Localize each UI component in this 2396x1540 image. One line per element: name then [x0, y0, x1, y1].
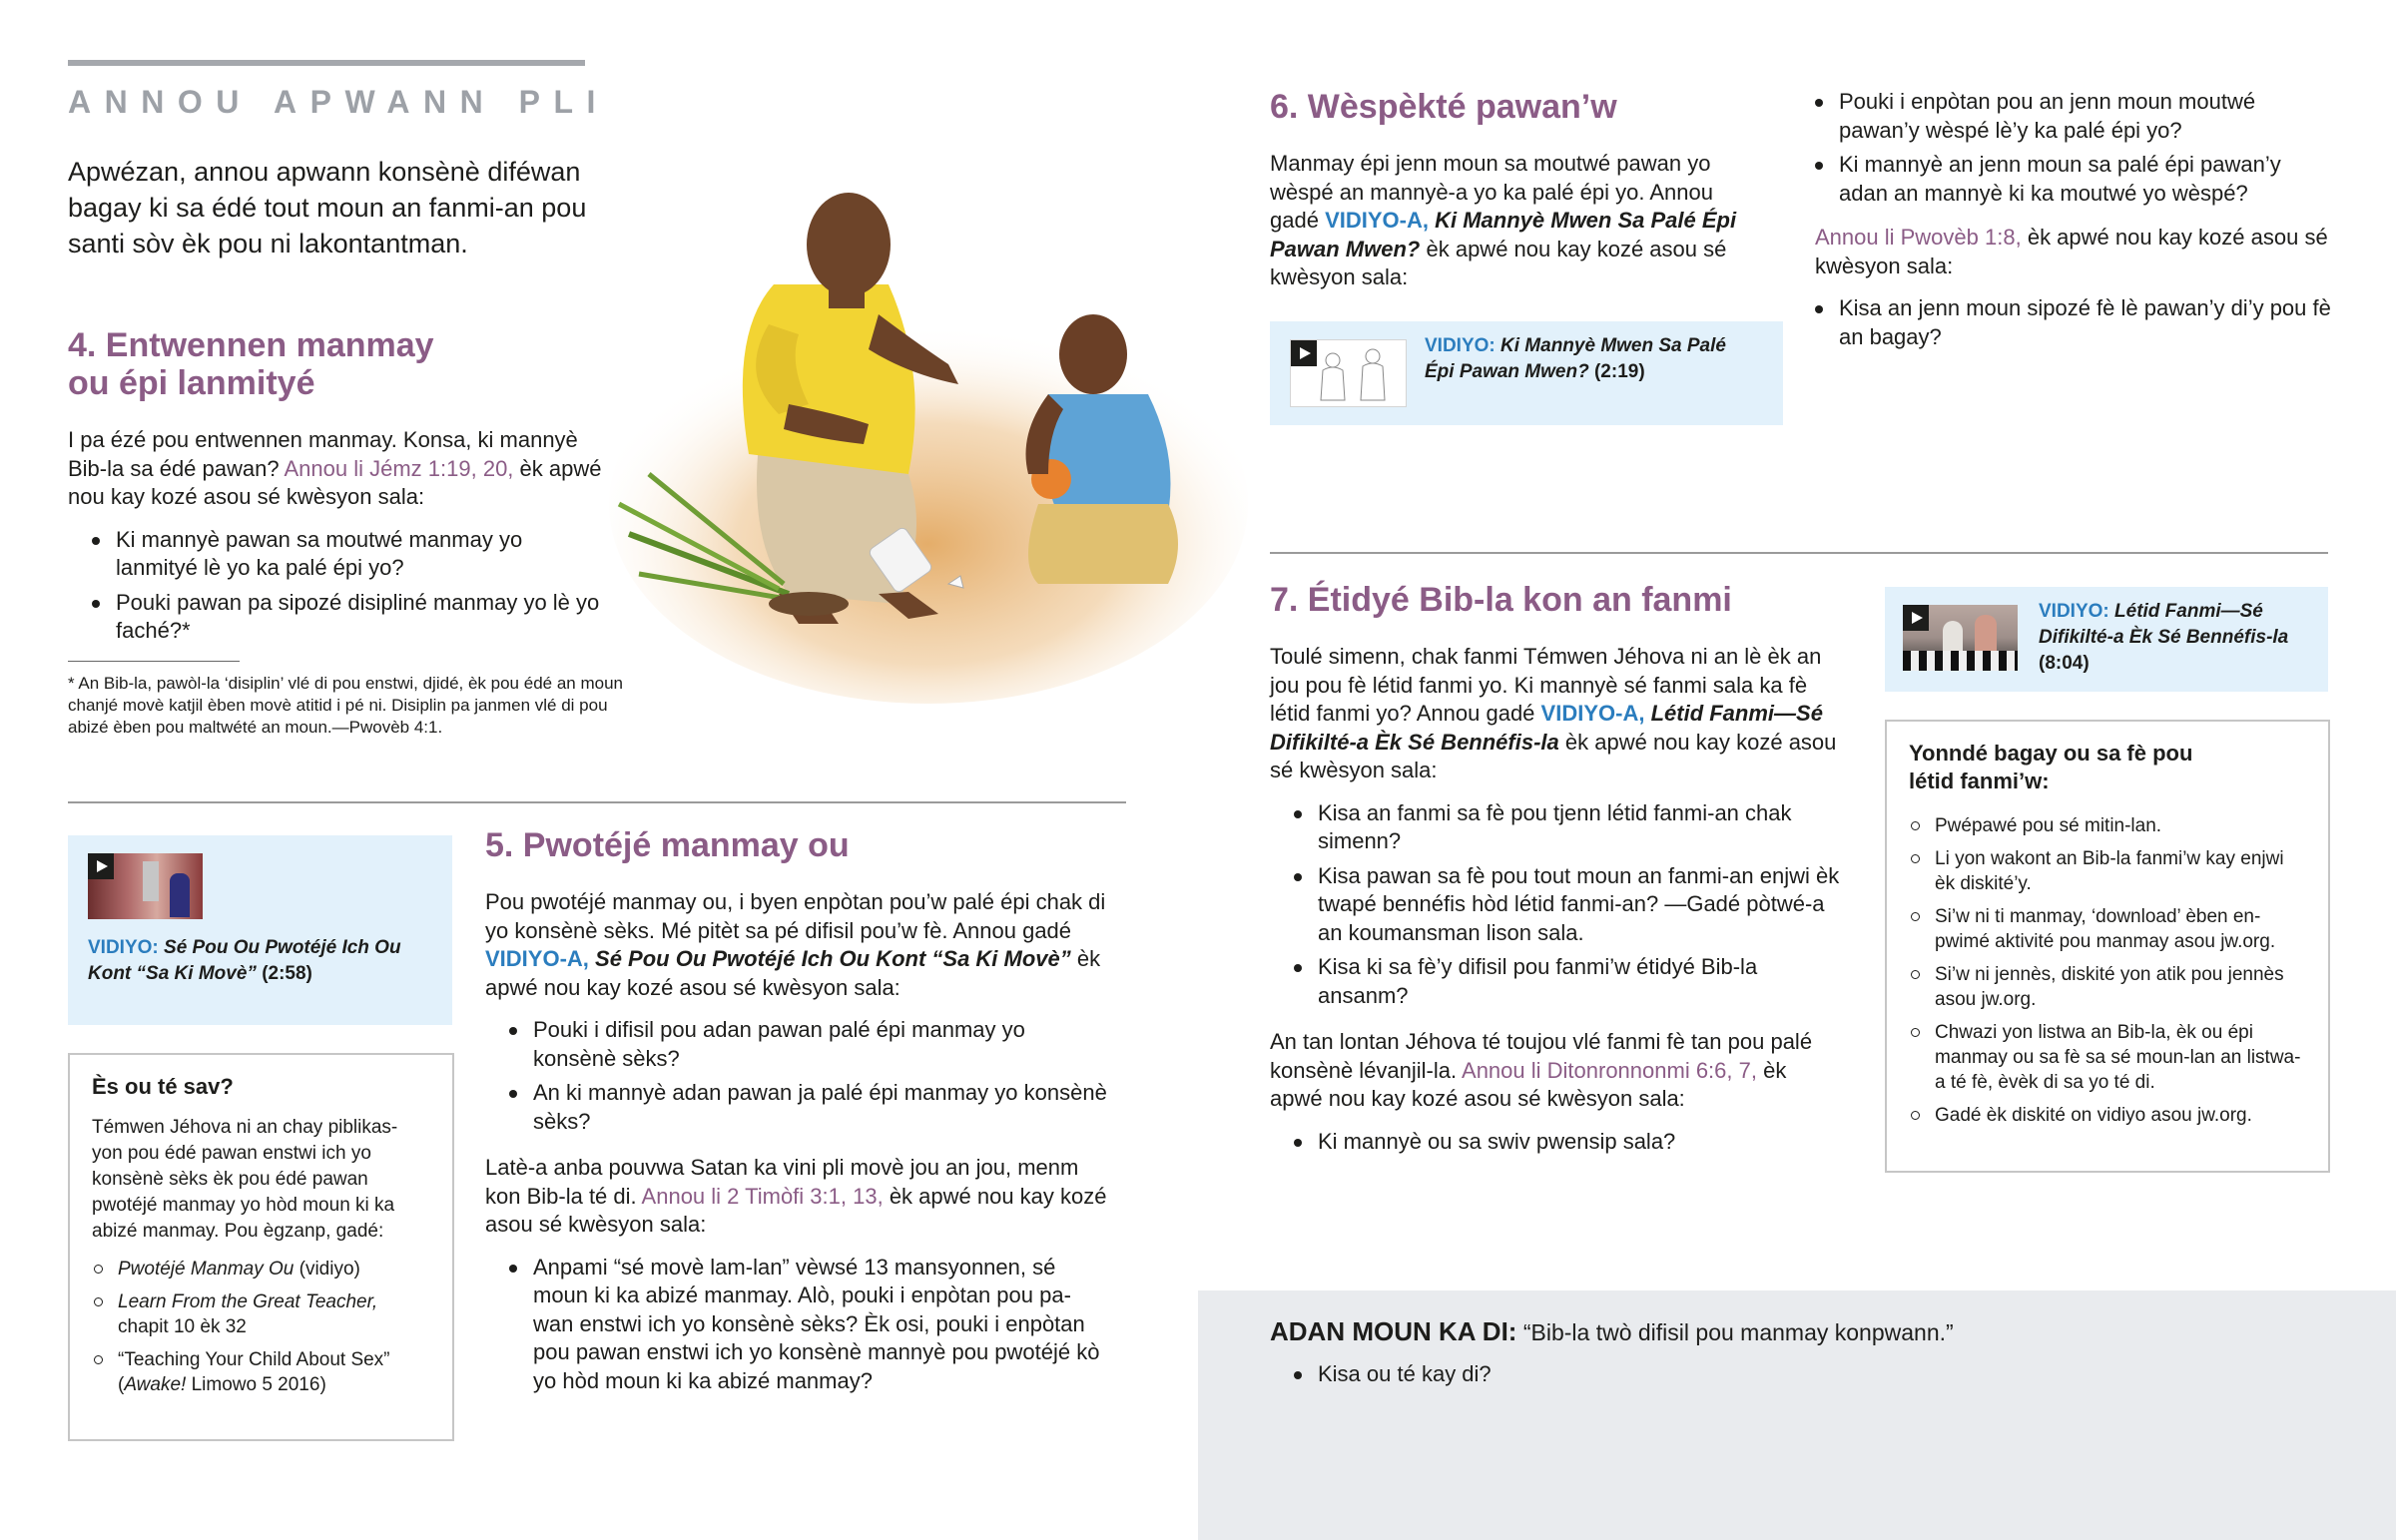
section-6	[1270, 88, 1739, 292]
some-people-say-line: ADAN MOUN KA DI: “Bib-la twò difisil pou manmay konpwann.”	[1270, 1316, 1954, 1346]
play-icon[interactable]	[1291, 340, 1317, 366]
ideas-list	[1909, 813, 2308, 1136]
list-item: Li yon wakont an Bib-la fanmi’w kay enjwi èk diskité’y.	[1909, 846, 2308, 896]
right-divider	[1270, 552, 2328, 554]
family-study-ideas-box	[1885, 720, 2330, 1173]
list-item: Chwazi yon listwa an Bib-la, èk ou épi manmay ou sa fè sa sé moun-lan an listwa-a té fè, èvèk di sa yo té di.	[1909, 1020, 2308, 1095]
scripture-ref-james[interactable]: Annou li Jémz 1:19, 20,	[284, 455, 514, 481]
some-people-say-question	[1270, 1360, 2168, 1395]
video-caption: VIDIYO: Ki Mannyè Mwen Sa Palé Épi Pawan Mwen? (2:19)	[1425, 335, 1726, 382]
list-item: Gadé èk diskité on vidiyo asou jw.org.	[1909, 1103, 2308, 1128]
section-5-questions-2	[485, 1254, 1109, 1396]
list-item: Pouki i enpòtan pou an jenn moun moutwé pawan’y wèspé lè’y ka palé épi yo?	[1791, 88, 2334, 145]
section-7-title: 7. Étidyé Bib-la kon an fanmi	[1270, 581, 1732, 619]
list-item: Kisa an fanmi sa fè pou tjenn létid fanmi-an chak simenn?	[1270, 799, 1844, 856]
section-4-title	[68, 326, 627, 402]
list-item: Kisa ou té kay di?	[1270, 1360, 2168, 1389]
scripture-ref-timothy[interactable]: Annou li 2 Timòfi 3:1, 13,	[641, 1183, 884, 1209]
list-item: Pwépawé pou sé mitin-lan.	[1909, 813, 2308, 838]
list-item: Pouki pawan pa sipozé disipliné manmay yo lè yo faché?*	[68, 589, 607, 646]
list-item: Si’w ni ti manmay, ‘download’ èben en-pwimé aktivité pou manmay asou jw.org.	[1909, 904, 2308, 954]
section-4-title-line1: 4. Entwennen manmay	[68, 326, 434, 364]
video-caption: VIDIYO: Sé Pou Ou Pwotéjé Ich Ou Kont “Sa Ki Movè” (2:58)	[88, 937, 401, 984]
list-item[interactable]: Pwotéjé Manmay Ou (vidiyo)	[92, 1257, 431, 1282]
intro-text: Apwézan, annou apwann konsènè diféwan bagay ki sa édé tout moun an fanmi-an pou santi sòv èk pou ni lakontantman.	[68, 157, 587, 258]
section-7-paragraph-1: Toulé simenn, chak fanmi Témwen Jéhova ni an lè èk an jou pou fè létid fanmi yo. Ki mannyè sé fanmi sala ka fè létid fanmi yo? Annou gadé VIDIYO-A, Létid Fanmi—Sé Difikilté-a Èk Sé Bennéfis-la èk apwé nou kay kozé asou sé kwèsyon sala:	[1270, 644, 1837, 783]
section-7	[1270, 581, 1844, 1162]
list-item: Pouki i difisil pou adan pawan palé épi manmay yo konsènè sèks?	[485, 1016, 1109, 1073]
scripture-ref-deuteronomy[interactable]: Annou li Ditonronnonmi 6:6, 7,	[1462, 1057, 1757, 1083]
section-6-paragraph-2: Annou li Pwovèb 1:8, èk apwé nou kay kozé asou sé kwèsyon sala:	[1815, 225, 2328, 278]
section-6-paragraph-1: Manmay épi jenn moun sa moutwé pawan yo wèspé an mannyè-a yo ka palé épi yo. Annou gadé VIDIYO-A, Ki Mannyè Mwen Sa Palé Épi Pawan Mwen? èk apwé nou kay kozé asou sé kwèsyon sala:	[1270, 151, 1737, 290]
section-4-paragraph: I pa ézé pou entwennen manmay. Konsa, ki mannyè Bib-la sa édé pawan? Annou li Jémz 1:19, 20, èk apwé nou kay kozé asou sé kwèsyon sala:	[68, 427, 602, 510]
some-people-say-panel	[1198, 1290, 2396, 1540]
section-7-questions-2	[1270, 1128, 1844, 1157]
video-link[interactable]: VIDIYO-A,	[485, 946, 589, 972]
video-link[interactable]: VIDIYO-A,	[1325, 208, 1429, 234]
section-4	[68, 326, 627, 652]
list-item: Kisa an jenn moun sipozé fè lè pawan’y di’y pou fè an bagay?	[1791, 294, 2334, 351]
scripture-ref-proverbs[interactable]: Annou li Pwovèb 1:8,	[1815, 225, 2022, 250]
list-item: Si’w ni jennès, diskité yon atik pou jennès asou jw.org.	[1909, 962, 2308, 1012]
play-icon[interactable]	[88, 853, 114, 879]
section-7-questions-1	[1270, 799, 1844, 1011]
section-6-questions-2	[1791, 294, 2334, 351]
video-thumbnail[interactable]	[1903, 605, 2018, 671]
video-box-talk-to-parents[interactable]	[1270, 321, 1783, 425]
video-box-family-study[interactable]	[1885, 587, 2328, 692]
section-4-title-line2: ou épi lanmityé	[68, 364, 315, 403]
video-thumbnail[interactable]	[1290, 339, 1407, 407]
video-thumbnail[interactable]	[88, 853, 203, 919]
section-5-title: 5. Pwotéjé manmay ou	[485, 826, 850, 864]
play-icon[interactable]	[1903, 605, 1929, 631]
list-item: Ki mannyè an jenn moun sa palé épi pawan’y adan an mannyè ki ka moutwé yo wèspé?	[1791, 151, 2334, 208]
header-rule	[68, 60, 585, 66]
left-divider	[68, 801, 1126, 803]
list-item: Ki mannyè ou sa swiv pwensip sala?	[1270, 1128, 1844, 1157]
list-item[interactable]: Learn From the Great Teacher, chapit 10 èk 32	[92, 1289, 431, 1339]
list-item[interactable]: “Teaching Your Child About Sex” (Awake! Limowo 5 2016)	[92, 1347, 431, 1397]
section-5-paragraph-1: Pou pwotéjé manmay ou, i byen enpòtan pou’w palé épi chak di yo konsènè sèks. Mé pitèt sa pé difisil pou’w fè. Annou gadé VIDIYO-A, Sé Pou Ou Pwotéjé Ich Ou Kont “Sa Ki Movè” èk apwé nou kay kozé asou sé kwèsyon sala:	[485, 889, 1106, 1000]
section-6-title: 6. Wèspèkté pawan’w	[1270, 88, 1617, 126]
video-link[interactable]: VIDIYO-A,	[1540, 701, 1645, 727]
publications-list	[92, 1257, 431, 1405]
page-title: ANNOU APWANN PLI	[68, 84, 609, 120]
ideas-title: Yonndé bagay ou sa fè pou létid fanmi’w:	[1909, 741, 2193, 793]
video-box-protect-children[interactable]	[68, 835, 452, 1025]
video-caption: VIDIYO: Létid Fanmi—Sé Difikilté-a Èk Sé Bennéfis-la (8:04)	[2039, 601, 2289, 674]
section-4-questions	[68, 526, 607, 646]
list-item: An ki mannyè adan pawan ja palé épi manmay yo konsènè sèks?	[485, 1079, 1109, 1136]
section-6-continued	[1815, 88, 2334, 357]
list-item: Ki mannyè pawan sa moutwé manmay yo lanmityé lè yo ka palé épi yo?	[68, 526, 607, 583]
section-5-paragraph-2: Latè-a anba pouvwa Satan ka vini pli movè jou an jou, menm kon Bib-la té di. Annou li 2 Timòfi 3:1, 13, èk apwé nou kay kozé asou sé kwèsyon sala:	[485, 1155, 1107, 1238]
list-item: Kisa pawan sa fè pou tout moun an fanmi-an enjwi èk twapé bennéfis hòd létid fanmi-an? —Gadé pòtwé-a an koumansman lison sala.	[1270, 862, 1844, 948]
illustration-father-son	[609, 175, 1248, 714]
footnote: * An Bib-la, pawòl-la ‘disiplin’ vlé di pou enstwi, djidé, èk pou édé an moun chanjé movè katjil èben movè atitid i pé ni. Disiplin pa janmen vlé di pou abizé èben pou maltwété an moun.—Pwovèb 4:1.	[68, 674, 623, 737]
did-you-know-box	[68, 1053, 454, 1441]
section-5	[485, 826, 1109, 1401]
list-item: Kisa ki sa fè’y difisil pou fanmi’w étidyé Bib-la ansanm?	[1270, 953, 1844, 1010]
section-6-questions-1	[1791, 88, 2334, 208]
section-5-questions-1	[485, 1016, 1109, 1136]
footnote-rule	[68, 661, 240, 662]
did-you-know-title: Ès ou té sav?	[92, 1074, 234, 1099]
section-7-paragraph-2: An tan lontan Jéhova té toujou vlé fanmi fè tan pou palé konsènè lévanjil-la. Annou li Ditonronnonmi 6:6, 7, èk apwé nou kay kozé asou sé kwèsyon sala:	[1270, 1029, 1813, 1112]
list-item: Anpami “sé movè lam-lan” vèwsé 13 mansyonnen, sé moun ki ka abizé manmay. Alò, pouki i enpòtan pou pa-wan enstwi ich yo konsènè sèks? Èk osi, pouki i enpòtan pou pawan enstwi ich yo konsènè mannyè pou pwotéjé kò yo hòd moun ki ka abizé manmay?	[485, 1254, 1109, 1396]
did-you-know-text: Témwen Jéhova ni an chay piblikas-yon pou édé pawan enstwi ich yo konsènè sèks èk pou édé pawan pwotéjé manmay yo hòd moun ki ka abizé manmay. Pou ègzanp, gadé:	[92, 1117, 398, 1242]
